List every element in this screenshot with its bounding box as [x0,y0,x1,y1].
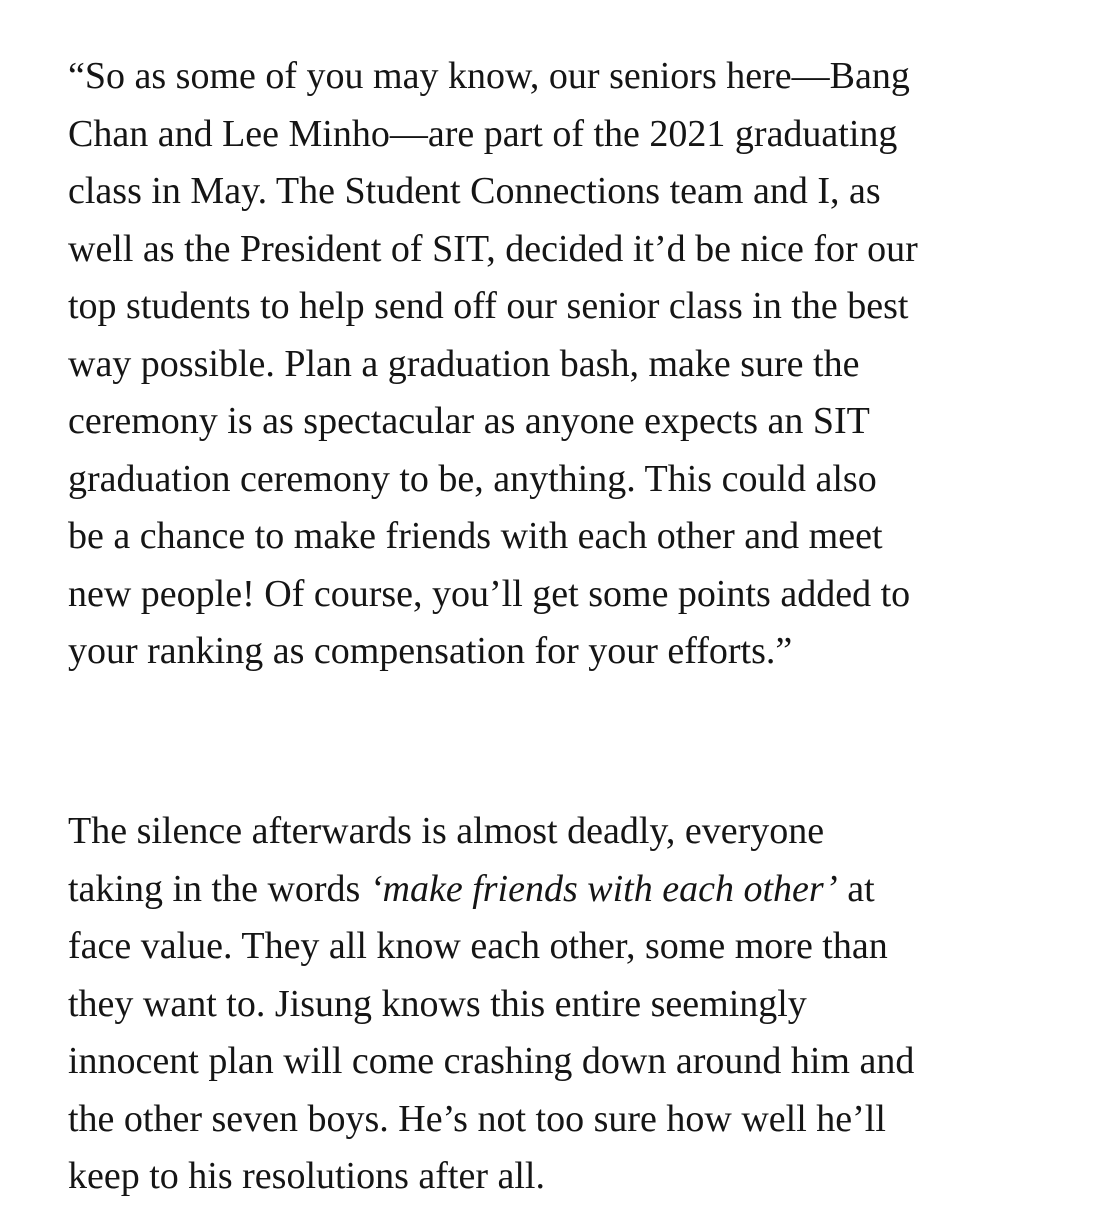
text-line: graduation ceremony to be, anything. This could also [68,457,877,500]
paragraph-narration [68,803,914,1206]
text-line: way possible. Plan a graduation bash, make sure the [68,342,860,385]
paragraph-announcement [68,48,918,681]
text-line: “So as some of you may know, our seniors here—Bang [68,55,910,97]
text-segment: taking in the words [68,867,370,910]
text-line: be a chance to make friends with each other and meet [68,515,883,557]
italic-phrase: ‘make friends with each other’ [369,867,838,910]
text-line: ceremony is as spectacular as anyone expects an SIT [68,400,870,442]
text-line: well as the President of SIT, decided it’d be nice for our [68,227,918,270]
text-segment: at [837,867,875,910]
text-line: class in May. The Student Connections team and I, as [68,170,881,212]
text-line-with-italic [68,861,914,919]
text-line: your ranking as compensation for your efforts.” [68,630,793,672]
text-line: top students to help send off our senior class in the best [68,285,909,327]
text-line: they want to. Jisung knows this entire seemingly [68,982,807,1025]
text-line: new people! Of course, you’ll get some points added to [68,572,911,615]
text-line: innocent plan will come crashing down around him and [68,1040,915,1082]
text-line: keep to his resolutions after all. [68,1155,545,1197]
text-line: face value. They all know each other, some more than [68,925,888,967]
text-line: The silence afterwards is almost deadly, everyone [68,810,825,852]
text-line: the other seven boys. He’s not too sure how well he’ll [68,1097,886,1140]
text-line: Chan and Lee Minho—are part of the 2021 graduating [68,112,898,155]
